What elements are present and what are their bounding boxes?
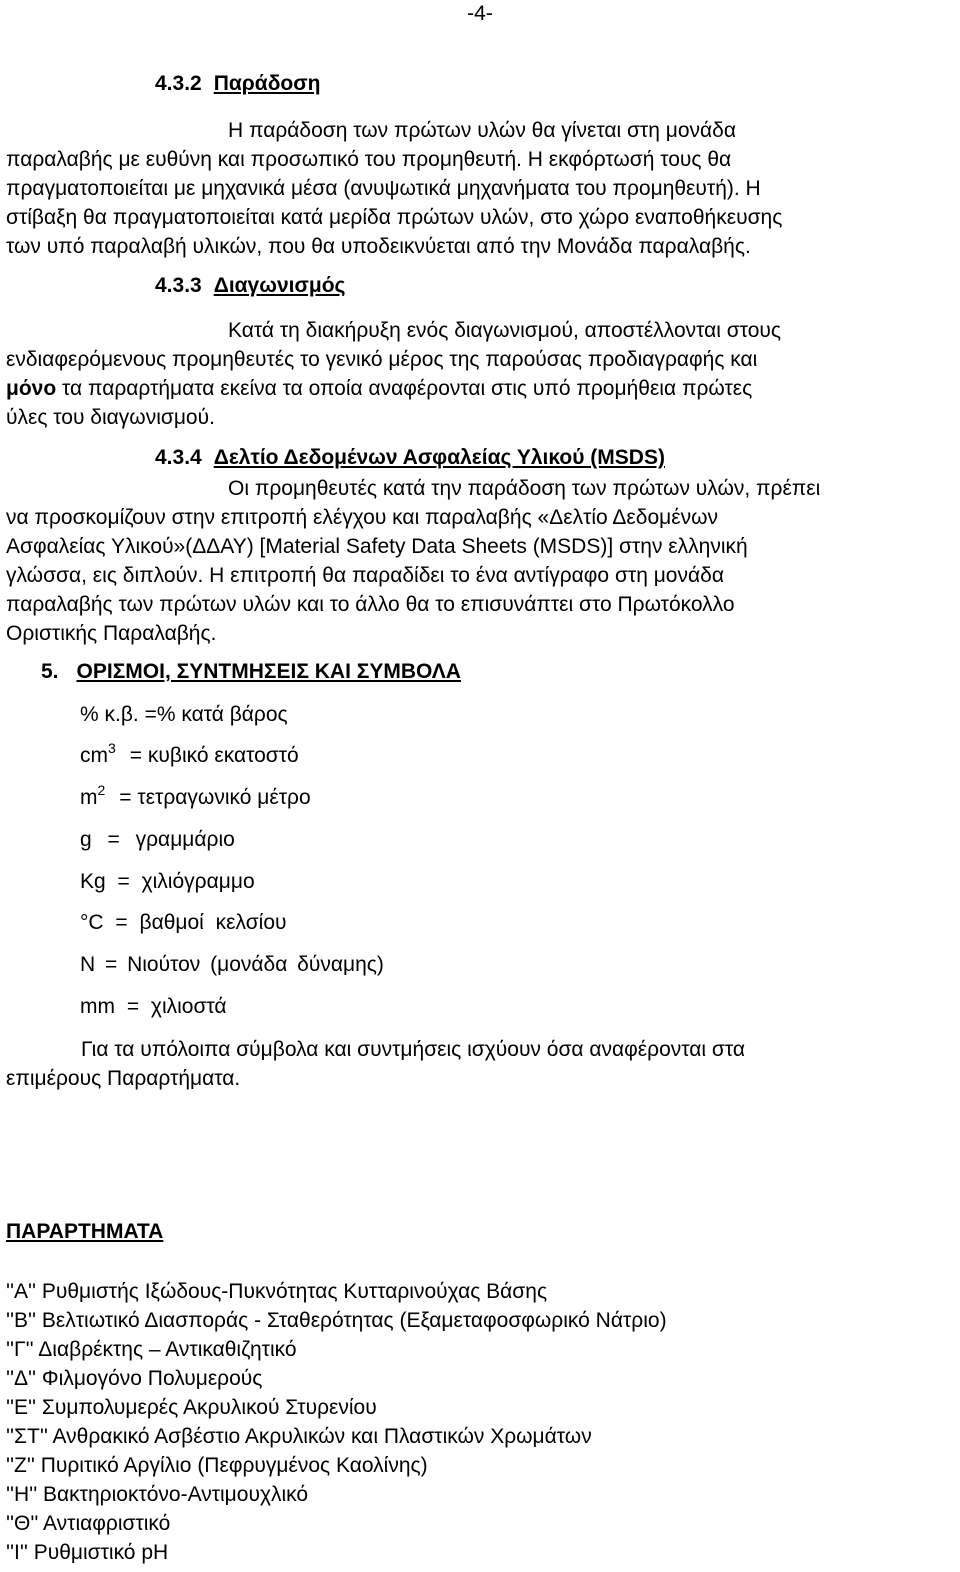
definition-item: N = Νιούτον (μονάδα δύναμης) xyxy=(80,953,384,976)
emphasis-only: μόνο xyxy=(6,377,57,400)
definition-symbol: m xyxy=(80,786,98,809)
paragraph-line: να προσκομίζουν στην επιτροπή ελέγχου και παραλαβής «Δελτίο Δεδομένων xyxy=(6,506,719,529)
section-heading-4-3-2 xyxy=(155,72,320,96)
paragraph-line: τα παραρτήματα εκείνα τα οποία αναφέρονται στις υπό προμήθεια πρώτες xyxy=(62,377,753,400)
appendix-item: ''Θ'' Αντιαφριστικό xyxy=(6,1512,171,1535)
definition-item xyxy=(80,782,311,810)
definition-item: °C = βαθμοί κελσίου xyxy=(80,911,287,934)
paragraph-line: παραλαβής με ευθύνη και προσωπικό του προμηθευτή. Η εκφόρτωσή τους θα xyxy=(6,148,732,171)
definition-symbol: cm xyxy=(80,744,108,767)
section-title: Παράδοση xyxy=(213,72,321,95)
section-heading-4-3-3 xyxy=(155,274,345,298)
paragraph-line: πραγματοποιείται με μηχανικά μέσα (ανυψωτικά μηχανήματα του προμηθευτή). Η xyxy=(6,177,761,200)
section-number: 4.3.3 xyxy=(155,274,202,297)
definition-superscript: 3 xyxy=(108,740,116,756)
paragraph-msds xyxy=(6,474,956,648)
paragraph-line: των υπό παραλαβή υλικών, που θα υποδεικνύεται από την Μονάδα παραλαβής. xyxy=(6,235,751,258)
definition-item: Kg = χιλιόγραμμο xyxy=(80,870,255,893)
definition-meaning: = τετραγωνικό μέτρο xyxy=(119,786,311,809)
appendices-title: ΠΑΡΑΡΤΗΜΑΤΑ xyxy=(6,1220,164,1243)
paragraph-tender xyxy=(6,316,956,432)
paragraph-line: στίβαξη θα πραγματοποιείται κατά μερίδα πρώτων υλών, στο χώρο εναποθήκευσης xyxy=(6,206,783,229)
paragraph-line: Κατά τη διακήρυξη ενός διαγωνισμού, αποστέλλονται στους xyxy=(228,319,782,342)
paragraph-delivery xyxy=(6,116,956,261)
section-number: 4.3.2 xyxy=(155,72,202,95)
appendix-item: ''Ζ'' Πυριτικό Αργίλιο (Πεφρυγμένος Καολίνης) xyxy=(6,1454,428,1477)
paragraph-line: επιμέρους Παραρτήματα. xyxy=(6,1067,241,1090)
definition-meaning: = κυβικό εκατοστό xyxy=(129,744,299,767)
section-number: 4.3.4 xyxy=(155,446,202,469)
section-title: Δελτίο Δεδομένων Ασφαλείας Υλικού (MSDS) xyxy=(213,446,665,469)
appendix-item: ''Γ'' Διαβρέκτης – Αντικαθιζητικό xyxy=(6,1338,297,1361)
definition-item: mm = χιλιοστά xyxy=(80,995,227,1018)
appendix-item: ''Δ'' Φιλμογόνο Πολυμερούς xyxy=(6,1367,263,1390)
paragraph-line: Για τα υπόλοιπα σύμβολα και συντμήσεις ισχύουν όσα αναφέρονται στα xyxy=(81,1038,746,1061)
appendix-item: ''B'' Βελτιωτικό Διασποράς - Σταθερότητας (Εξαμεταφοσφωρικό Νάτριο) xyxy=(6,1309,667,1332)
section-title: Διαγωνισμός xyxy=(213,274,346,297)
paragraph-line: Ασφαλείας Υλικού»(ΔΔΑΥ) [Material Safety Data Sheets (MSDS)] στην ελληνική xyxy=(6,535,748,558)
definition-item xyxy=(80,740,299,768)
definition-superscript: 2 xyxy=(97,782,106,798)
definition-item: g = γραμμάριο xyxy=(80,828,235,851)
paragraph-line: ενδιαφερόμενους προμηθευτές το γενικό μέρος της παρούσας προδιαγραφής και xyxy=(6,348,758,371)
appendix-item: ''A'' Ρυθμιστής Ιξώδους-Πυκνότητας Κυτταρινούχας Βάσης xyxy=(6,1280,548,1303)
paragraph-line: παραλαβής των πρώτων υλών και το άλλο θα το επισυνάπτει στο Πρωτόκολλο xyxy=(6,593,735,616)
appendix-item: ''Η'' Βακτηριοκτόνο-Αντιμουχλικό xyxy=(6,1483,309,1506)
appendix-item: ''Ε'' Συμπολυμερές Ακρυλικού Στυρενίου xyxy=(6,1396,377,1419)
definition-item: % κ.β. =% κατά βάρος xyxy=(80,703,288,726)
paragraph-line: γλώσσα, εις διπλούν. Η επιτροπή θα παραδίδει το ένα αντίγραφο στη μονάδα xyxy=(6,564,724,587)
section-heading-5 xyxy=(41,660,461,684)
paragraph-line: Η παράδοση των πρώτων υλών θα γίνεται στη μονάδα xyxy=(228,119,736,142)
section-number: 5. xyxy=(41,660,59,683)
section-heading-4-3-4 xyxy=(155,446,665,470)
appendix-item: ''Ι'' Ρυθμιστικό pH xyxy=(6,1541,169,1564)
section-title: ΟΡΙΣΜΟΙ, ΣΥΝΤΜΗΣΕΙΣ ΚΑΙ ΣΥΜΒΟΛΑ xyxy=(76,660,461,683)
paragraph-line: ύλες του διαγωνισμού. xyxy=(6,406,215,429)
paragraph-line: Οι προμηθευτές κατά την παράδοση των πρώτων υλών, πρέπει xyxy=(228,477,821,500)
page-number: -4- xyxy=(467,2,493,25)
paragraph-other-symbols xyxy=(6,1035,956,1093)
paragraph-line: Οριστικής Παραλαβής. xyxy=(6,622,217,645)
appendix-item: ''ΣΤ'' Ανθρακικό Ασβέστιο Ακρυλικών και Πλαστικών Χρωμάτων xyxy=(6,1425,592,1448)
